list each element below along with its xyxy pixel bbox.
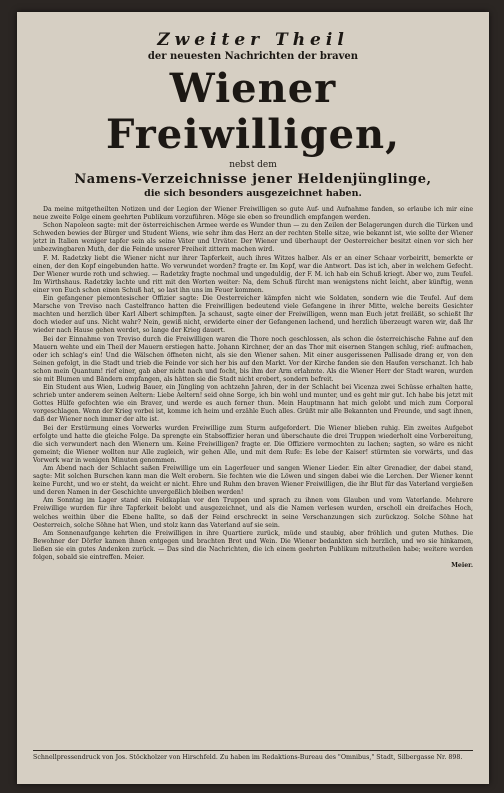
body-text xyxy=(33,206,473,746)
poster-content xyxy=(33,30,473,762)
connector-text: nebst dem xyxy=(229,160,277,170)
body-paragraph: Am Sonntag im Lager stand ein Feldkaplan vor den Truppen und sprach zu ihnen vom Glauben und vom Vaterlande. Mehrere Freiwillige wurden für ihre Tapferkeit belobt und ausgezeichnet, und als die Namen verlesen wurden, erscholl ein dreifaches Hoch, welches weithin über die Ebene hallte, so daß der Feind erschreckt in seine Verschanzungen sich zurückzog. Solche Söhne hat Oesterreich, solche Söhne hat Wien, und stolz kann das Vaterland auf sie sein. xyxy=(33,497,473,529)
subtitle-2: die sich besonders ausgezeichnet haben. xyxy=(144,188,362,199)
body-paragraph: Ein Student aus Wien, Ludwig Bauer, ein Jüngling von achtzehn Jahren, der in der Schlacht bei Vicenza zwei Schüsse erhalten hatte, schrieb unter anderem seinen Aeltern: Liebe Aeltern! seid ohne Sorge, ich bin wohl und munter, und es geht mir gut. Ich habe bis jetzt mit Gottes Hülfe gefochten wie ein Braver, und werde es auch ferner thun. Mein Hauptmann hat mich gelobt und mich zum Corporal vorgeschlagen. Wenn der Krieg vorbei ist, komme ich heim und erzähle Euch alles. Grüßt mir alle Bekannten und Freunde, und sagt ihnen, daß der Wiener noch immer der alte ist. xyxy=(33,384,473,424)
footer-divider xyxy=(33,750,473,751)
subtitle: Namens-Verzeichnisse jener Heldenjünglinge, xyxy=(74,172,432,187)
body-paragraph: Am Abend nach der Schlacht saßen Freiwillige um ein Lagerfeuer und sangen Wiener Lieder. Ein alter Grenadier, der dabei stand, sagte: Mit solchen Burschen kann man die Welt erobern. Sie fechten wie die Löwen und singen dabei wie die Lerchen. Der Wiener kennt keine Furcht, und wo er steht, da weicht er nicht. Ehre und Ruhm den braven Wiener Freiwilligen, die ihr Blut für das Vaterland vergießen und deren Namen in der Geschichte unvergeßlich bleiben werden! xyxy=(33,465,473,497)
body-paragraph: F. M. Radetzky liebt die Wiener nicht nur ihrer Tapferkeit, auch ihres Witzes halber. Als er an einer Schaar vorbeiritt, bemerkte er einen, der den Kopf eingebunden hatte. Wo verwundet worden? fragte er. Im Kopf, war die Antwort. Das ist ich, aber in welchem Gefecht. Der Wiener wurde roth und schwieg. — Radetzky fragte nochmal und ungeduldig, der F. M. ich hab ein Schuß kriegt. Aber wo, zum Teufel. Im Wirthshaus. Radetzky lachte und ritt mit den Worten weiter: Na, dem Schuß fürcht man wenigstens nicht leicht, aber künftig, wenn einer von Euch schon einen Schuß hat, so last ihn uns im Feuer kommen. xyxy=(33,254,473,294)
signature: Meier. xyxy=(451,562,473,570)
poster-sheet xyxy=(17,12,489,784)
title-line-2: der neuesten Nachrichten der braven xyxy=(147,51,359,62)
title-line-1: Zweiter Theil xyxy=(157,30,349,50)
body-paragraph: Am Sonnenaufgange kehrten die Freiwilligen in ihre Quartiere zurück, müde und staubig, aber fröhlich und guten Muthes. Die Bewohner der Dörfer kamen ihnen entgegen und brachten Brot und Wein. Die Wiener bedankten sich herzlich, und wo sie hinkamen, ließen sie ein gutes Andenken zurück. — Das sind die Nachrichten, die ich einem geehrten Publikum mitzutheilen habe; weitere werden folgen, sobald sie eintreffen. Meier. xyxy=(33,529,473,562)
footer-imprint: Schnellpressendruck von Jos. Stöckholzer von Hirschfeld. Zu haben im Redaktions-Bureau des "Omnibus," Stadt, Silbergasse Nr. 898. xyxy=(33,754,463,761)
body-paragraph: Schon Napoleon sagte: mit der österreichischen Armee werde es Wunder thun — zu den Zeilen der Belagerungen durch die Türken und Schweden bewies der Bürger und Student Wiens, wie sehr ihm das Herz an der rechten Stelle sitze, wie bekannt ist, wie sollte der Wiener jetzt in Italien weniger tapfer sein als seine Väter und Urväter. Der Wiener und überhaupt der Oesterreicher besitzt einen vor sich her unbezwingbaren Muth, der die Feinde unserer Freiheit zittern machen wird. xyxy=(33,222,473,254)
body-paragraph: Bei der Erstürmung eines Vorwerks wurden Freiwillige zum Sturm aufgefordert. Die Wiener blieben ruhig. Ein zweites Aufgebot erfolgte und hatte die gleiche Folge. Da sprengte ein Stabsoffizier heran und überschaute die drei Truppen wiederholt eine Vorbereitung, die sich verwundert nach den Wienern um. Keine Freiwilligen? fragte er. Die Offiziere vermochten zu lachen; sagten, so wäre es nicht gemeint; die Wiener wollten nur Alle zugleich, wir gehen Alle, und mit dem Rufe: Es lebe der Kaiser! stürmten sie vorwärts, und das Vorwerk war in wenigen Minuten genommen. xyxy=(33,424,473,464)
main-title: Wiener Freiwilligen, xyxy=(105,65,401,158)
body-paragraph: Ein gefangener piemontesischer Offizier sagte: Die Oesterreicher kämpfen nicht wie Soldaten, sondern wie die Teufel. Auf dem Marsche von Treviso nach Castelfranco hatten die Freiwilligen bedeutend viele Gefangene in ihrer Mitte, welche bereits Gesichter machten und herzlich über Karl Albert schimpften. Ja schaust, sagte einer der Freiwilligen, wenn man Euch jetzt freiläßt, so schießt Ihr doch wieder auf uns. Nicht wahr? Nein, gewiß nicht, erwiderte einer der Gefangenen lachend, und herzlich überzeugt waren wir, daß Ihr wieder nach Hause gehen werdet, so lange der Krieg dauert. xyxy=(33,295,473,335)
body-paragraph: Da meine mitgetheilten Notizen und der Legion der Wiener Freiwilligen so gute Auf- und Aufnahme fanden, so erlaube ich mir eine neue zweite Folge einem geehrten Publikum vorzuführen. Möge sie eben so freundlich empfangen werden. xyxy=(33,206,473,222)
body-paragraph: Bei der Einnahme von Treviso durch die Freiwilligen waren die Thore noch geschlossen, als schon die österreichische Fahne auf den Mauern wehte und ein Theil der Mauern erstiegen hatte. Johann Kirchner, der an das Thor mit eisernen Stangen schlug, rief: aufmachen, oder ich schlag's ein! Und die Wälschen öffneten nicht, als sie den Wiener sahen. Mit einer ausgerissenen Pallisade drang er, von den Seinen gefolgt, in die Stadt und trieb die Feinde vor sich her bis auf den Markt. Vor der Kirche fanden sie den Haufen verschanzt. Ich hab schon mein Quantum! rief einer, gab aber nicht nach und focht, bis ihm der Arm erlahmte. Als die Wiener Herr der Stadt waren, wurden sie mit Blumen und Bändern empfangen, als hätten sie die Stadt nicht erobert, sondern befreit. xyxy=(33,335,473,383)
